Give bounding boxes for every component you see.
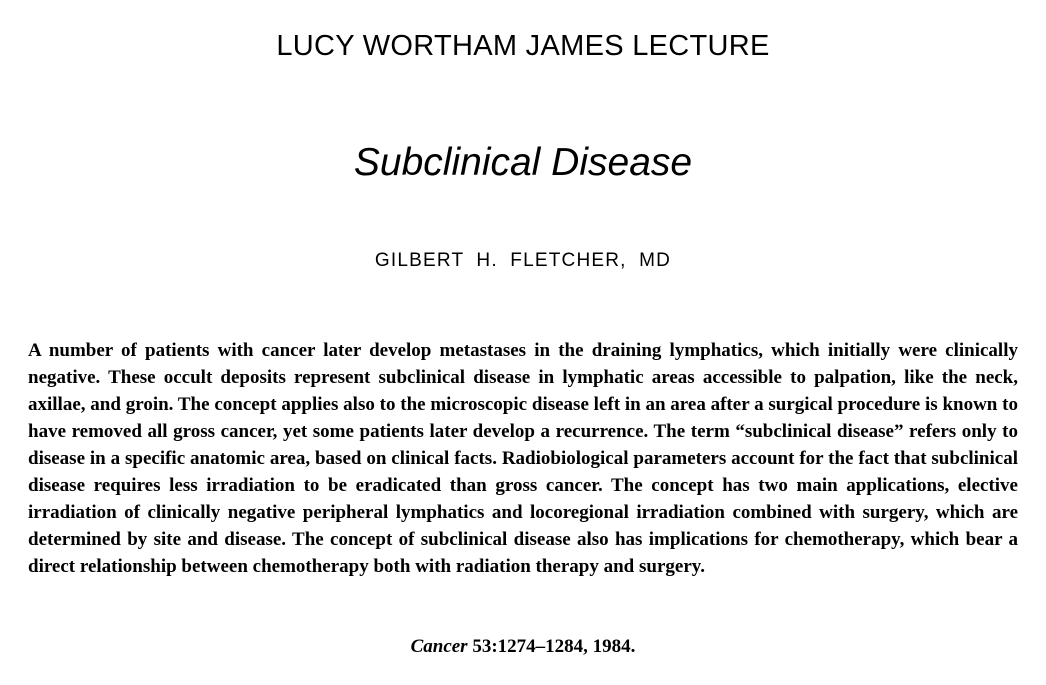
- author-byline: GILBERT H. FLETCHER, MD: [374, 250, 672, 271]
- series-title: LUCY WORTHAM JAMES LECTURE: [276, 30, 770, 62]
- citation-journal: Cancer: [410, 636, 468, 657]
- abstract-paragraph: A number of patients with cancer later develop metastases in the draining lymphatics, which initially were clinically negative. These occult deposits represent subclinical disease in lymphatic areas accessible to palpation, like the neck, axillae, and groin. The concept applies also to the microscopic disease left in an area after a surgical procedure is known to have removed all gross cancer, yet some patients later develop a recurrence. The term “subclinical disease” refers only to disease in a specific anatomic area, based on clinical facts. Radiobiological parameters account for the fact that subclinical disease requires less irradiation to be eradicated than gross cancer. The concept has two main applications, elective irradiation of clinically negative peripheral lymphatics and locoregional irradiation combined with surgery, which are determined by site and disease. The concept of subclinical disease also has implications for chemotherapy, which bear a direct relationship between chemotherapy both with radiation therapy and surgery.: [28, 340, 1018, 577]
- citation-details: 53:1274–1284, 1984.: [472, 636, 636, 657]
- article-title: Subclinical Disease: [353, 141, 693, 184]
- citation: [0, 633, 1046, 660]
